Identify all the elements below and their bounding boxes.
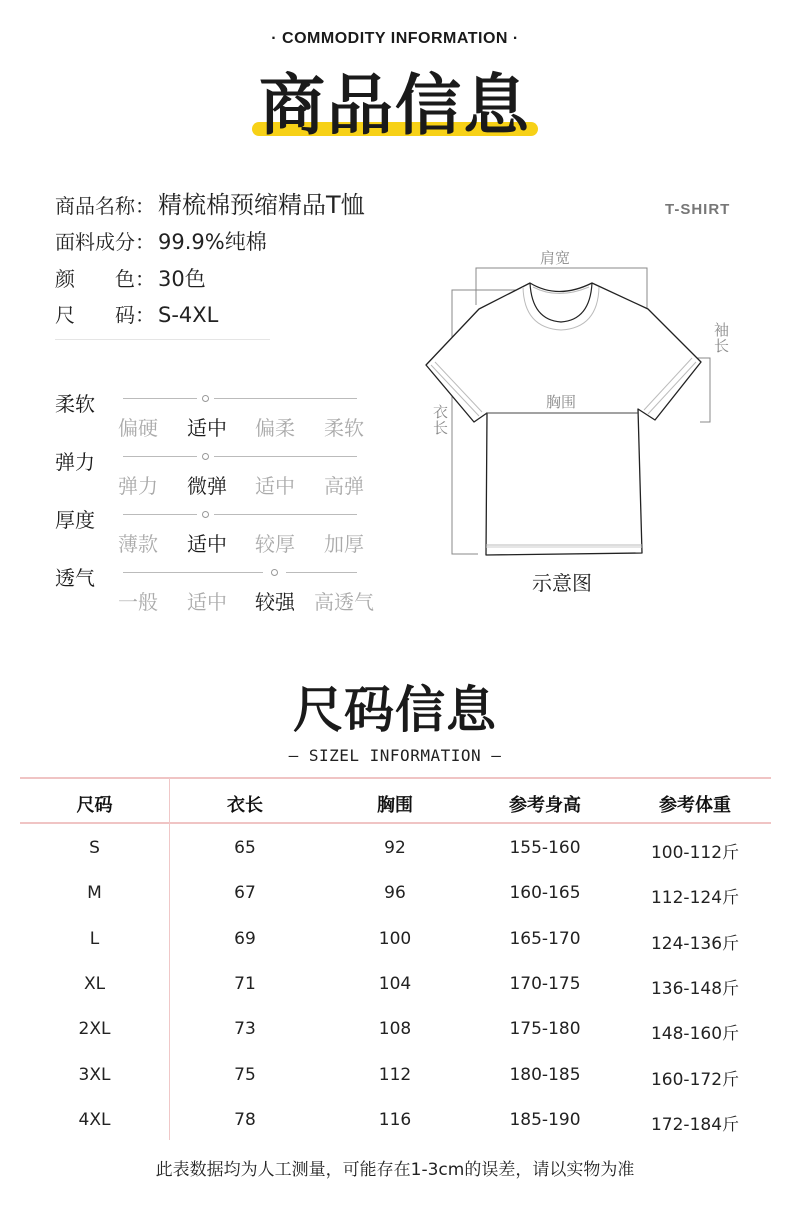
column-header-length: 衣长 xyxy=(227,795,263,816)
table-cell: L xyxy=(89,928,100,949)
table-cell: 108 xyxy=(378,1019,412,1040)
table-cell: 160-172斤 xyxy=(650,1069,740,1090)
slider-track xyxy=(214,514,357,515)
info-label: 尺 码： xyxy=(55,303,155,327)
table-cell: 92 xyxy=(384,838,406,858)
info-row-fabric xyxy=(55,229,267,255)
diagram-caption: 示意图 xyxy=(532,571,592,595)
column-header-height: 参考身高 xyxy=(509,795,581,816)
table-cell: 104 xyxy=(378,973,412,994)
table-header-border xyxy=(20,822,771,824)
table-cell: 112 xyxy=(378,1064,412,1085)
slider-track xyxy=(123,572,263,573)
tshirt-tag: T-SHIRT xyxy=(665,201,731,218)
attribute-option: 较厚 xyxy=(255,532,295,556)
table-cell: 124-136斤 xyxy=(650,933,740,954)
table-cell: 148-160斤 xyxy=(650,1024,740,1045)
info-label: 颜 色： xyxy=(55,267,155,291)
table-cell: 175-180 xyxy=(509,1019,581,1040)
slider-indicator xyxy=(271,569,278,576)
attribute-label: 弹力 xyxy=(55,450,95,474)
info-label: 商品名称： xyxy=(55,194,155,218)
table-cell: 73 xyxy=(234,1019,256,1040)
table-cell: 2XL xyxy=(78,1019,111,1040)
commodity-info-subtitle: · COMMODITY INFORMATION · xyxy=(271,30,519,47)
table-cell: 4XL xyxy=(78,1109,111,1130)
table-cell: 71 xyxy=(234,973,256,994)
table-cell: 112-124斤 xyxy=(650,888,740,909)
attribute-option: 加厚 xyxy=(324,532,364,556)
table-cell: 100-112斤 xyxy=(650,843,740,863)
table-cell: 136-148斤 xyxy=(650,978,740,999)
table-cell: 185-190 xyxy=(509,1109,581,1130)
sleeve-length-label: 袖长 xyxy=(714,321,730,355)
attribute-option-selected: 较强 xyxy=(255,590,295,614)
attribute-label: 厚度 xyxy=(55,508,95,532)
slider-track xyxy=(286,572,357,573)
size-section-subtitle: — SIZEL INFORMATION — xyxy=(288,746,502,765)
table-cell: 78 xyxy=(234,1109,256,1130)
table-cell: 100 xyxy=(378,928,412,949)
table-cell: 3XL xyxy=(78,1064,111,1085)
attribute-option: 柔软 xyxy=(324,416,364,440)
attribute-option: 适中 xyxy=(187,590,227,614)
info-label: 面料成分： xyxy=(55,230,155,254)
size-section-title: 尺码信息 xyxy=(293,681,497,739)
table-cell: 96 xyxy=(384,883,406,904)
attribute-option: 高弹 xyxy=(324,474,364,498)
info-value: S-4XL xyxy=(158,303,219,327)
info-row-color xyxy=(55,266,206,292)
column-header-weight: 参考体重 xyxy=(659,795,731,816)
table-cell: M xyxy=(87,883,102,904)
attribute-option: 适中 xyxy=(255,474,295,498)
attribute-option-selected: 适中 xyxy=(187,532,227,556)
slider-indicator xyxy=(202,395,209,402)
shoulder-width-label: 肩宽 xyxy=(540,249,571,267)
attribute-label: 柔软 xyxy=(55,392,95,416)
slider-indicator xyxy=(202,453,209,460)
info-row-name xyxy=(55,192,365,219)
slider-track xyxy=(123,514,197,515)
slider-track xyxy=(214,398,357,399)
attribute-option: 高透气 xyxy=(314,590,374,614)
table-cell: 65 xyxy=(234,838,256,858)
table-cell: 69 xyxy=(234,928,256,949)
info-value: 30色 xyxy=(158,267,206,291)
table-cell: 172-184斤 xyxy=(650,1114,740,1135)
tshirt-diagram-icon xyxy=(410,240,750,570)
info-divider xyxy=(55,339,270,340)
table-cell: 75 xyxy=(234,1064,256,1085)
info-value: 99.9%纯棉 xyxy=(158,230,267,254)
chest-label: 胸围 xyxy=(546,393,577,411)
info-row-size xyxy=(55,302,218,328)
page-title: 商品信息 xyxy=(259,67,531,144)
table-cell: S xyxy=(89,838,100,858)
slider-track xyxy=(123,456,197,457)
slider-track xyxy=(123,398,197,399)
info-value: 精梳棉预缩精品T恤 xyxy=(158,191,365,219)
table-cell: 180-185 xyxy=(509,1064,581,1085)
body-length-label: 衣长 xyxy=(433,403,449,437)
table-cell: 155-160 xyxy=(509,838,581,858)
table-cell: 170-175 xyxy=(509,973,581,994)
table-cell: XL xyxy=(83,973,106,994)
attribute-option: 弹力 xyxy=(118,474,158,498)
attribute-option: 偏硬 xyxy=(118,416,158,440)
attribute-option-selected: 适中 xyxy=(187,416,227,440)
column-header-size: 尺码 xyxy=(76,795,113,816)
attribute-option-selected: 微弹 xyxy=(187,474,227,498)
table-column-divider xyxy=(169,778,170,1140)
table-cell: 67 xyxy=(234,883,256,904)
attribute-option: 偏柔 xyxy=(255,416,295,440)
attribute-option: 一般 xyxy=(118,590,158,614)
table-top-border xyxy=(20,777,771,779)
slider-indicator xyxy=(202,511,209,518)
attribute-label: 透气 xyxy=(55,566,95,590)
slider-track xyxy=(214,456,357,457)
measurement-note: 此表数据均为人工测量，可能存在1-3cm的误差，请以实物为准 xyxy=(155,1160,635,1180)
attribute-option: 薄款 xyxy=(118,532,158,556)
table-cell: 160-165 xyxy=(509,883,581,904)
table-cell: 116 xyxy=(378,1109,412,1130)
column-header-chest: 胸围 xyxy=(377,795,413,816)
table-cell: 165-170 xyxy=(509,928,581,949)
